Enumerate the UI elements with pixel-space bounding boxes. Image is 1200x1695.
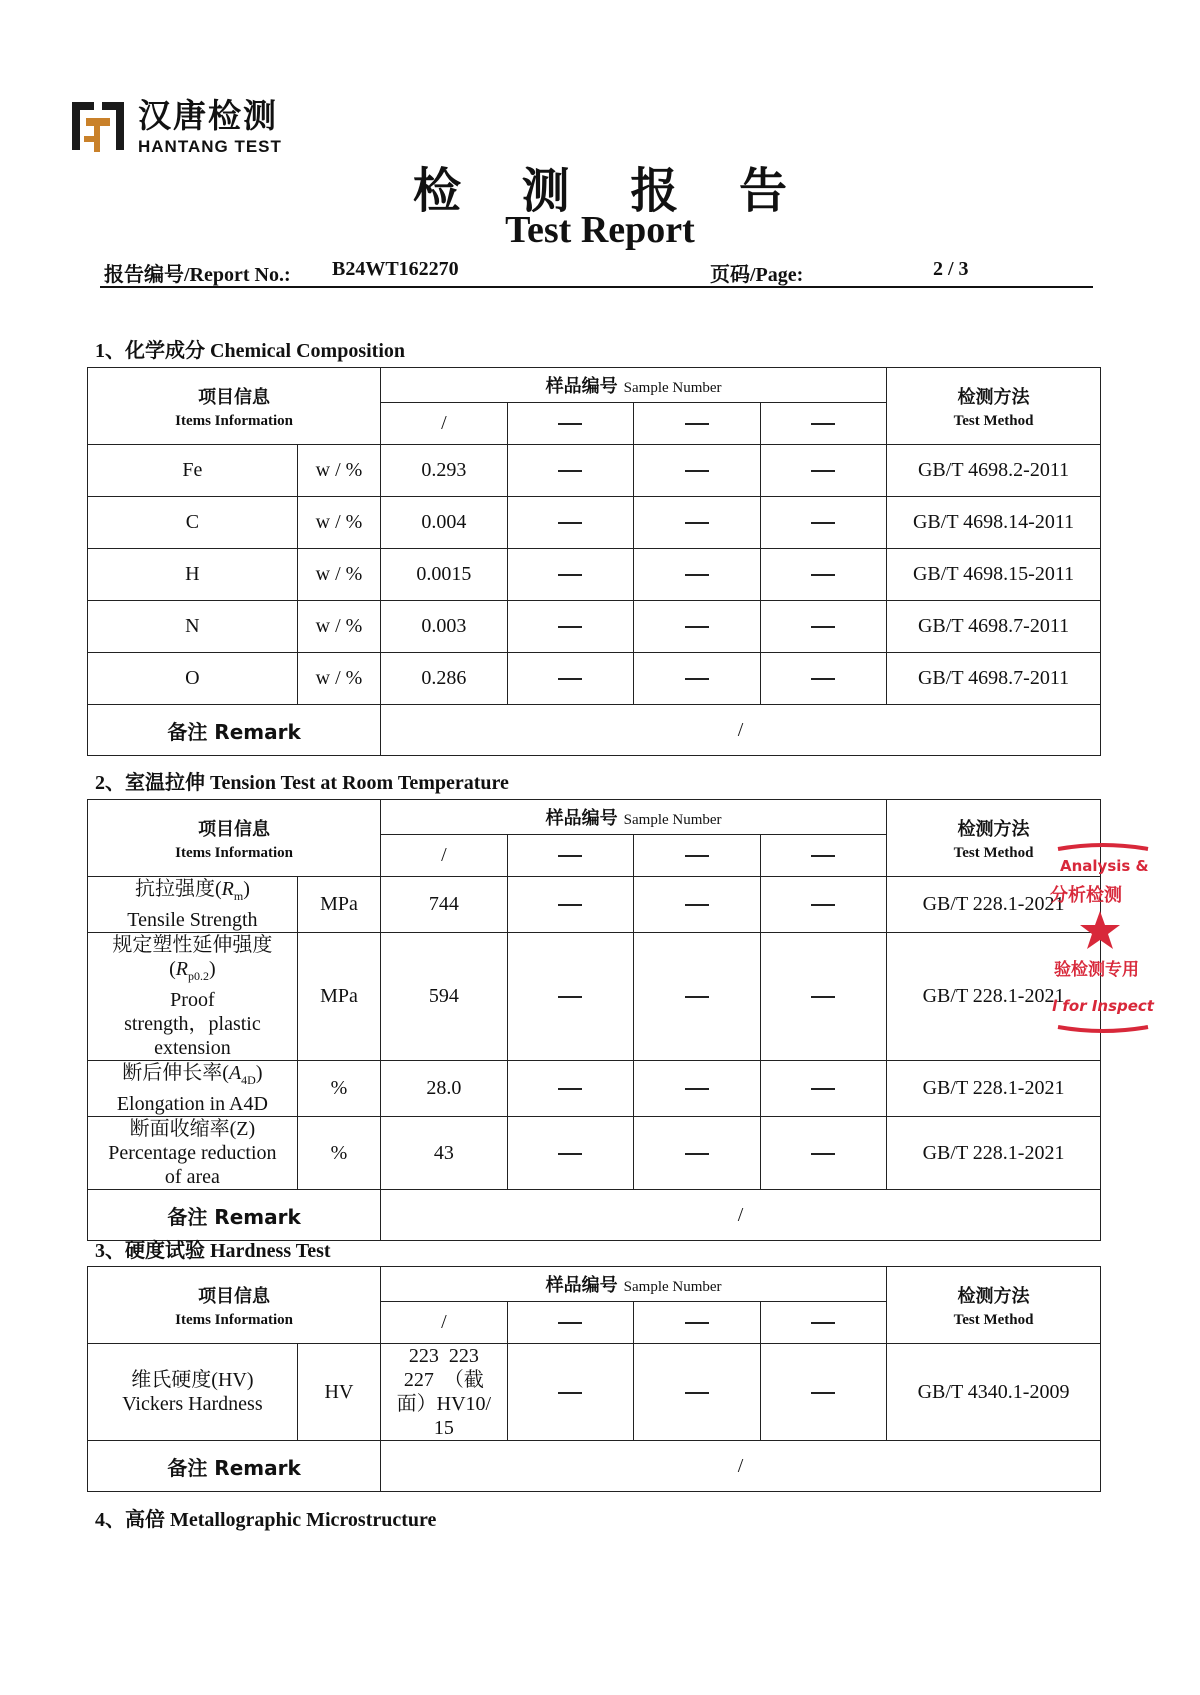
items-header-en: Items Information xyxy=(175,844,294,861)
empty-cell xyxy=(760,653,887,705)
empty-cell xyxy=(634,1117,760,1190)
method-header-en: Test Method xyxy=(953,844,1034,861)
value-cell: 0.0015 xyxy=(381,549,507,601)
item-cell: 断后伸长率$(A_{4D})$ Elongation in A4D xyxy=(88,1061,298,1117)
empty-cell xyxy=(507,445,633,497)
section-4-title: 4、高倍 Metallographic Microstructure xyxy=(95,1509,437,1531)
table-row xyxy=(88,653,1101,705)
section-3-title: 3、硬度试验 Hardness Test xyxy=(95,1240,331,1262)
empty-cell xyxy=(634,601,760,653)
remark-value: / xyxy=(381,705,1101,756)
table-row xyxy=(88,1344,1101,1441)
value-cell: 594 xyxy=(381,933,507,1061)
empty-cell xyxy=(634,933,760,1061)
sample-number-header xyxy=(381,1267,887,1302)
items-header-cn: 项目信息 xyxy=(198,1285,271,1307)
table-row xyxy=(88,601,1101,653)
empty-cell xyxy=(507,497,633,549)
item-cell: 规定塑性延伸强度 $(R_{p0.2})$ Proof strength，plastic extension xyxy=(88,933,298,1061)
items-header-cn: 项目信息 xyxy=(198,818,271,840)
empty-cell xyxy=(760,933,887,1061)
sample-empty-cell xyxy=(634,403,760,445)
method-cell: GB/T 228.1-2021 xyxy=(887,1117,1101,1190)
report-info-row xyxy=(100,256,1093,288)
empty-cell xyxy=(507,933,633,1061)
method-cell: GB/T 4698.2-2011 xyxy=(887,445,1101,497)
table-row xyxy=(88,877,1101,933)
table-row xyxy=(88,1117,1101,1190)
empty-cell xyxy=(507,549,633,601)
method-header-cn: 检测方法 xyxy=(957,818,1030,840)
method-header xyxy=(887,368,1101,445)
method-cell: GB/T 228.1-2021 xyxy=(887,877,1101,933)
empty-cell xyxy=(634,1061,760,1117)
empty-cell xyxy=(507,1061,633,1117)
items-header xyxy=(88,800,381,877)
unit-cell: w / % xyxy=(297,497,380,549)
item-cell: 断面收缩率(Z) Percentage reduction of area xyxy=(88,1117,298,1190)
unit-cell: w / % xyxy=(297,601,380,653)
method-cell: GB/T 4698.15-2011 xyxy=(887,549,1101,601)
report-no-value: B24WT162270 xyxy=(332,258,459,280)
method-cell: GB/T 228.1-2021 xyxy=(887,1061,1101,1117)
method-header-cn: 检测方法 xyxy=(957,1285,1030,1307)
table-row xyxy=(88,549,1101,601)
element-cell: N xyxy=(88,601,298,653)
items-header xyxy=(88,368,381,445)
sample-number-header xyxy=(381,800,887,835)
page-title-en: Test Report xyxy=(505,209,695,251)
inspection-seal-stamp xyxy=(1050,843,1154,1033)
table-row xyxy=(88,933,1101,1061)
unit-cell: w / % xyxy=(297,549,380,601)
hardness-test-table xyxy=(87,1266,1101,1492)
empty-cell xyxy=(507,1117,633,1190)
items-header xyxy=(88,1267,381,1344)
logo-cn-text: 汉唐检测 xyxy=(138,96,278,135)
sample-id-cell: / xyxy=(381,1302,507,1344)
remark-label: 备注 Remark xyxy=(88,1441,381,1492)
method-header-cn: 检测方法 xyxy=(957,386,1030,408)
value-cell: 223 223 227 （截 面）HV10/ 15 xyxy=(381,1344,507,1441)
seal-text-3: 验检测专用 xyxy=(1054,960,1139,980)
value-cell: 0.286 xyxy=(381,653,507,705)
hantang-logo-icon xyxy=(68,96,128,158)
unit-cell: w / % xyxy=(297,445,380,497)
page-value: 2 / 3 xyxy=(933,258,969,280)
value-cell: 28.0 xyxy=(381,1061,507,1117)
sample-header-cn: 样品编号 xyxy=(545,1275,618,1296)
element-cell: Fe xyxy=(88,445,298,497)
empty-cell xyxy=(634,1344,760,1441)
empty-cell xyxy=(507,877,633,933)
unit-cell: MPa xyxy=(297,877,380,933)
seal-text-2: 分析检测 xyxy=(1050,885,1122,906)
empty-cell xyxy=(507,653,633,705)
value-cell: 744 xyxy=(381,877,507,933)
element-cell: H xyxy=(88,549,298,601)
remark-value: / xyxy=(381,1441,1101,1492)
empty-cell xyxy=(634,445,760,497)
element-cell: C xyxy=(88,497,298,549)
unit-cell: % xyxy=(297,1061,380,1117)
empty-cell xyxy=(760,497,887,549)
value-cell: 0.004 xyxy=(381,497,507,549)
section-1-title: 1、化学成分 Chemical Composition xyxy=(95,340,405,362)
items-header-en: Items Information xyxy=(175,1311,294,1328)
items-header-en: Items Information xyxy=(175,412,294,429)
method-cell: GB/T 4698.14-2011 xyxy=(887,497,1101,549)
sample-header-cn: 样品编号 xyxy=(545,376,618,397)
section-2-title: 2、室温拉伸 Tension Test at Room Temperature xyxy=(95,772,509,794)
sample-header-en: Sample Number xyxy=(623,812,722,828)
sample-header-en: Sample Number xyxy=(623,380,722,396)
value-cell: 0.003 xyxy=(381,601,507,653)
sample-header-cn: 样品编号 xyxy=(545,808,618,829)
unit-cell: % xyxy=(297,1117,380,1190)
value-cell: 43 xyxy=(381,1117,507,1190)
remark-label: 备注 Remark xyxy=(88,1190,381,1241)
sample-number-header xyxy=(381,368,887,403)
empty-cell xyxy=(760,549,887,601)
company-logo xyxy=(68,96,282,158)
remark-row xyxy=(88,1190,1101,1241)
method-header xyxy=(887,1267,1101,1344)
items-header-cn: 项目信息 xyxy=(198,386,271,408)
empty-cell xyxy=(760,1061,887,1117)
unit-cell: HV xyxy=(297,1344,380,1441)
logo-en-text: HANTANG TEST xyxy=(138,137,282,156)
sample-id-cell: / xyxy=(381,835,507,877)
method-cell: GB/T 4340.1-2009 xyxy=(887,1344,1101,1441)
empty-cell xyxy=(634,653,760,705)
item-cell: 抗拉强度$(R_m)$ Tensile Strength xyxy=(88,877,298,933)
method-cell: GB/T 4698.7-2011 xyxy=(887,601,1101,653)
method-header-en: Test Method xyxy=(953,1311,1034,1328)
sample-empty-cell xyxy=(760,835,887,877)
unit-cell: w / % xyxy=(297,653,380,705)
empty-cell xyxy=(634,497,760,549)
tension-test-table xyxy=(87,799,1101,1241)
element-cell: O xyxy=(88,653,298,705)
page-title-cn: 检 测 报 告 xyxy=(412,163,810,219)
method-cell: GB/T 4698.7-2011 xyxy=(887,653,1101,705)
method-cell: GB/T 228.1-2021 xyxy=(887,933,1101,1061)
sample-empty-cell xyxy=(634,1302,760,1344)
chemical-composition-table xyxy=(87,367,1101,756)
sample-empty-cell xyxy=(760,1302,887,1344)
empty-cell xyxy=(634,549,760,601)
sample-empty-cell xyxy=(507,835,633,877)
report-no-label: 报告编号/Report No.: xyxy=(104,264,291,286)
method-header-en: Test Method xyxy=(953,412,1034,429)
remark-row xyxy=(88,1441,1101,1492)
sample-empty-cell xyxy=(760,403,887,445)
remark-label: 备注 Remark xyxy=(88,705,381,756)
page-label: 页码/Page: xyxy=(710,264,804,286)
remark-value: / xyxy=(381,1190,1101,1241)
empty-cell xyxy=(760,1344,887,1441)
empty-cell xyxy=(507,1344,633,1441)
item-cell: 维氏硬度(HV) Vickers Hardness xyxy=(88,1344,298,1441)
seal-text-4: l for Inspect xyxy=(1052,997,1154,1015)
empty-cell xyxy=(507,601,633,653)
sample-empty-cell xyxy=(634,835,760,877)
value-cell: 0.293 xyxy=(381,445,507,497)
empty-cell xyxy=(760,1117,887,1190)
sample-id-cell: / xyxy=(381,403,507,445)
seal-text-1: Analysis & xyxy=(1060,857,1149,875)
unit-cell: MPa xyxy=(297,933,380,1061)
sample-empty-cell xyxy=(507,403,633,445)
table-row xyxy=(88,497,1101,549)
empty-cell xyxy=(760,877,887,933)
remark-row xyxy=(88,705,1101,756)
empty-cell xyxy=(760,601,887,653)
sample-empty-cell xyxy=(507,1302,633,1344)
empty-cell xyxy=(760,445,887,497)
table-row xyxy=(88,445,1101,497)
sample-header-en: Sample Number xyxy=(623,1279,722,1295)
table-row xyxy=(88,1061,1101,1117)
empty-cell xyxy=(634,877,760,933)
